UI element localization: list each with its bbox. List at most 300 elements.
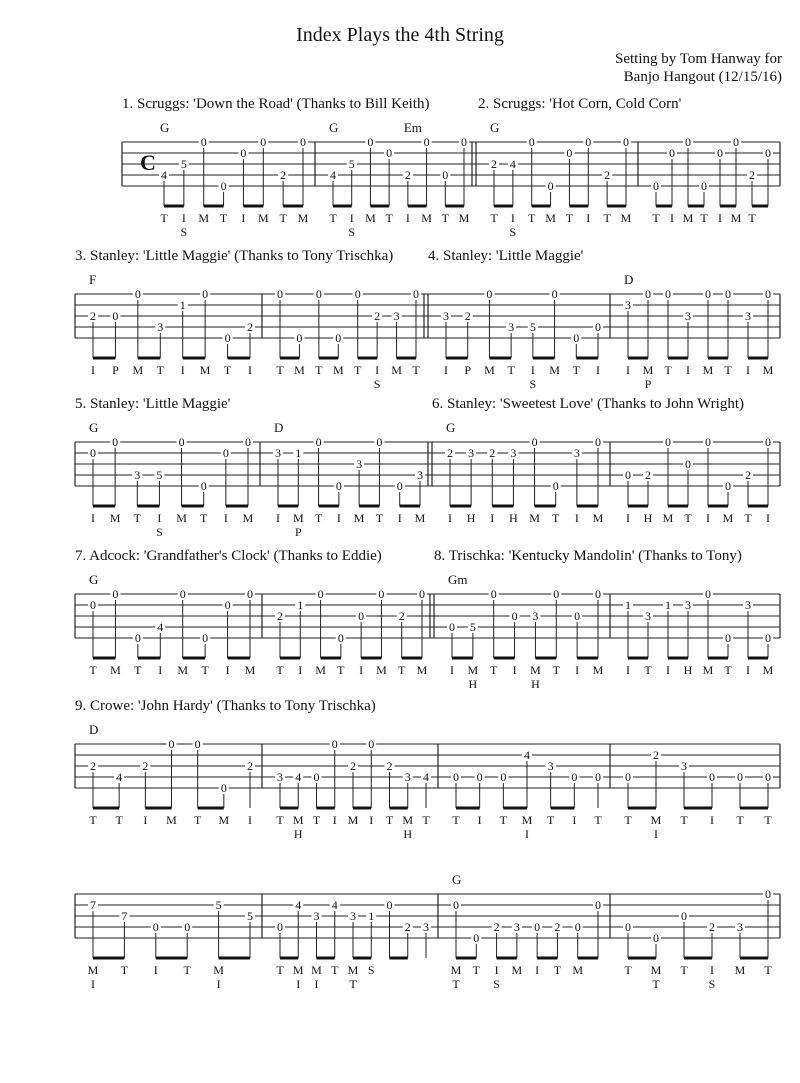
fret-number: 3: [508, 320, 515, 334]
fret-number: 3: [350, 909, 356, 923]
fret-number: 0: [528, 135, 535, 149]
right-hand-finger: I: [710, 963, 714, 977]
fret-number: 0: [168, 737, 175, 751]
fret-number: 7: [90, 898, 96, 912]
right-hand-finger: T: [452, 813, 460, 827]
fret-number: 0: [595, 898, 601, 912]
fret-number: 4: [509, 157, 516, 171]
right-hand-finger: T: [552, 511, 560, 525]
right-hand-finger: T: [329, 211, 337, 225]
right-hand-finger: H: [466, 511, 476, 525]
right-hand-finger: M: [166, 813, 177, 827]
right-hand-finger: I: [225, 663, 230, 677]
right-hand-finger: T: [200, 511, 208, 525]
right-hand-finger: T: [724, 663, 732, 677]
right-hand-finger: M: [365, 211, 376, 225]
chord-symbol: D: [624, 272, 634, 287]
right-hand-finger: T: [680, 963, 688, 977]
fret-number: 2: [280, 168, 287, 182]
fret-number: 0: [705, 587, 711, 601]
fret-number: 0: [765, 887, 771, 901]
fret-number: 2: [489, 446, 496, 460]
right-hand-finger: I: [276, 511, 280, 525]
right-hand-finger: I: [158, 663, 163, 677]
fret-number: 0: [553, 587, 560, 601]
fret-number: 0: [386, 146, 393, 160]
right-hand-finger: I: [494, 963, 499, 977]
fret-number: 2: [447, 446, 453, 460]
right-hand-finger: T: [337, 663, 345, 677]
right-hand-finger: I: [596, 363, 600, 377]
fret-number: 2: [491, 157, 497, 171]
piece-label: 9. Crowe: 'John Hardy' (Thanks to Tony Trischka): [75, 698, 376, 714]
time-signature: C: [140, 150, 156, 175]
right-hand-finger: I: [143, 813, 148, 827]
fret-number: 0: [665, 435, 671, 449]
right-hand-finger: I: [766, 511, 770, 525]
credit-line-1: Setting by Tom Hanway for: [615, 51, 782, 67]
right-hand-finger: M: [402, 813, 414, 827]
right-hand-finger: M: [572, 963, 584, 977]
fret-number: 0: [313, 770, 320, 784]
right-hand-finger: T: [499, 813, 508, 827]
right-hand-finger: I: [153, 963, 158, 977]
fret-number: 0: [623, 135, 629, 149]
right-hand-finger: T: [603, 211, 611, 225]
fret-number: 0: [112, 309, 119, 323]
fret-number: 4: [161, 168, 167, 182]
right-hand-finger: T: [724, 363, 732, 377]
fret-number: 2: [645, 468, 651, 482]
fret-number: 5: [215, 898, 222, 912]
fret-number: 2: [350, 759, 356, 773]
fret-number: 0: [260, 135, 267, 149]
fret-number: 2: [142, 759, 149, 773]
right-hand-finger-alt: H: [403, 827, 413, 841]
fret-number: 1: [665, 598, 671, 612]
fret-number: 2: [464, 309, 471, 323]
right-hand-finger: T: [315, 363, 323, 377]
fret-number: 0: [358, 609, 365, 623]
right-hand-finger: T: [680, 813, 688, 827]
fret-number: 0: [461, 135, 467, 149]
piece-label: 4. Stanley: 'Little Maggie': [428, 248, 584, 264]
right-hand-finger-alt: H: [293, 827, 303, 841]
right-hand-finger: T: [528, 211, 536, 225]
fret-number: 0: [473, 931, 480, 945]
right-hand-finger: T: [624, 813, 632, 827]
piece-label: 8. Trischka: 'Kentucky Mandolin' (Thanks to Tony): [434, 548, 742, 564]
right-hand-finger: I: [332, 813, 337, 827]
fret-number: 0: [547, 179, 554, 193]
right-hand-finger: T: [115, 813, 123, 827]
fret-number: 0: [222, 446, 229, 460]
right-hand-finger: T: [331, 963, 339, 977]
fret-number: 7: [121, 909, 128, 923]
fret-number: 0: [765, 770, 771, 784]
right-hand-finger: I: [349, 211, 354, 225]
right-hand-finger: I: [448, 511, 452, 525]
right-hand-finger: M: [132, 363, 144, 377]
right-hand-finger: I: [248, 813, 252, 827]
right-hand-finger: M: [110, 663, 121, 677]
fret-number: 0: [453, 770, 459, 784]
fret-number: 0: [368, 737, 375, 751]
fret-number: 0: [645, 287, 651, 301]
right-hand-finger: T: [120, 963, 129, 977]
right-hand-finger: I: [575, 663, 580, 677]
right-hand-finger-alt: T: [452, 977, 460, 991]
fret-number: 0: [571, 770, 578, 784]
fret-number: 0: [178, 435, 185, 449]
right-hand-finger-alt: I: [91, 977, 95, 991]
fret-number: 0: [317, 587, 324, 601]
fret-number: 4: [116, 770, 123, 784]
right-hand-finger: T: [398, 663, 406, 677]
right-hand-finger: M: [199, 363, 211, 377]
fret-number: 0: [765, 631, 771, 645]
fret-number: 0: [90, 598, 96, 612]
right-hand-finger: M: [416, 663, 428, 677]
fret-number: 0: [423, 135, 430, 149]
fret-number: 0: [337, 631, 344, 645]
right-hand-finger: M: [414, 511, 426, 525]
right-hand-finger: I: [405, 211, 410, 225]
fret-number: 3: [645, 609, 651, 623]
chord-symbol: G: [160, 120, 170, 135]
fret-number: 0: [112, 587, 119, 601]
right-hand-finger-alt: H: [531, 677, 540, 691]
right-hand-finger: M: [391, 363, 402, 377]
fret-number: 0: [396, 479, 403, 493]
fret-number: 3: [277, 770, 283, 784]
fret-number: 0: [315, 287, 322, 301]
fret-number: 3: [532, 609, 539, 623]
fret-number: 0: [681, 909, 687, 923]
right-hand-finger: I: [512, 663, 517, 677]
right-hand-finger: S: [367, 963, 375, 977]
fret-number: 0: [376, 435, 383, 449]
fret-number: 0: [585, 135, 592, 149]
fret-number: 3: [745, 598, 751, 612]
fret-number: 0: [595, 320, 601, 334]
right-hand-finger: I: [710, 813, 714, 827]
fret-number: 5: [247, 909, 253, 923]
right-hand-finger: I: [248, 363, 252, 377]
right-hand-finger: T: [89, 813, 97, 827]
right-hand-finger: T: [507, 363, 515, 377]
right-hand-finger: M: [734, 963, 746, 977]
right-hand-finger: T: [375, 511, 384, 525]
right-hand-finger: T: [412, 363, 420, 377]
right-hand-finger: T: [422, 813, 430, 827]
fret-number: 0: [725, 479, 731, 493]
right-hand-finger: M: [353, 511, 365, 525]
fret-number: 0: [551, 287, 558, 301]
right-hand-finger: T: [644, 663, 652, 677]
fret-number: 0: [765, 287, 771, 301]
right-hand-finger: M: [592, 663, 604, 677]
fret-number: 0: [705, 287, 711, 301]
fret-number: 0: [709, 770, 715, 784]
right-hand-finger: M: [347, 813, 359, 827]
fret-number: 3: [745, 309, 751, 323]
right-hand-finger-alt: S: [509, 225, 517, 239]
chord-symbol: F: [89, 272, 97, 287]
right-hand-finger: M: [650, 813, 662, 827]
right-hand-finger: I: [626, 663, 630, 677]
right-hand-finger: I: [223, 511, 228, 525]
right-hand-finger: I: [91, 363, 95, 377]
right-hand-finger-alt: P: [294, 525, 302, 539]
right-hand-finger: T: [736, 813, 744, 827]
fret-number: 0: [653, 179, 659, 193]
right-hand-finger: I: [157, 511, 162, 525]
fret-number: 0: [476, 770, 483, 784]
fret-number: 0: [625, 920, 631, 934]
fret-number: 1: [179, 298, 186, 312]
right-hand-finger: M: [292, 511, 304, 525]
fret-number: 0: [184, 920, 191, 934]
right-hand-finger: M: [198, 211, 210, 225]
chord-symbol: D: [89, 722, 99, 737]
right-hand-finger: T: [156, 363, 164, 377]
right-hand-finger: M: [450, 963, 462, 977]
fret-number: 4: [295, 898, 302, 912]
fret-number: 2: [404, 168, 411, 182]
fret-number: 2: [247, 759, 253, 773]
fret-number: 3: [417, 468, 423, 482]
chord-symbol: G: [490, 120, 500, 135]
fret-number: 0: [653, 931, 659, 945]
right-hand-finger: T: [472, 963, 480, 977]
right-hand-finger: M: [549, 363, 560, 377]
right-hand-finger: I: [369, 813, 374, 827]
fret-number: 1: [368, 909, 375, 923]
fret-number: 0: [179, 587, 186, 601]
fret-number: 2: [604, 168, 611, 182]
fret-number: 0: [413, 287, 419, 301]
fret-number: 0: [224, 598, 231, 612]
fret-number: 3: [393, 309, 400, 323]
fret-number: 0: [200, 135, 207, 149]
right-hand-finger: T: [624, 963, 632, 977]
right-hand-finger-alt: I: [654, 827, 658, 841]
right-hand-finger-alt: S: [348, 225, 356, 239]
right-hand-finger: M: [530, 663, 541, 677]
fret-number: 3: [356, 457, 363, 471]
chord-symbol: G: [89, 420, 99, 435]
fret-number: 0: [449, 620, 455, 634]
fret-number: 0: [733, 135, 739, 149]
right-hand-finger: T: [193, 813, 202, 827]
right-hand-finger-alt: I: [296, 977, 301, 991]
right-hand-finger: I: [626, 511, 630, 525]
fret-number: 0: [245, 435, 251, 449]
fret-number: 3: [404, 770, 411, 784]
right-hand-finger: M: [347, 963, 359, 977]
right-hand-finger: I: [626, 363, 630, 377]
right-hand-finger: M: [292, 963, 304, 977]
right-hand-finger: P: [112, 363, 119, 377]
right-hand-finger: M: [467, 663, 479, 677]
fret-number: 5: [469, 620, 476, 634]
fret-number: 1: [297, 598, 304, 612]
right-hand-finger-alt: I: [314, 977, 319, 991]
right-hand-finger: M: [545, 211, 556, 225]
fret-number: 3: [134, 468, 141, 482]
right-hand-finger: M: [521, 813, 533, 827]
chord-symbol: G: [452, 872, 462, 887]
piece-label: 1. Scruggs: 'Down the Road' (Thanks to Bill Keith): [122, 96, 430, 112]
right-hand-finger: M: [529, 511, 540, 525]
fret-number: 0: [705, 435, 711, 449]
right-hand-finger: T: [572, 363, 580, 377]
fret-number: 0: [765, 435, 771, 449]
fret-number: 0: [194, 737, 201, 751]
right-hand-finger: I: [359, 663, 364, 677]
right-hand-finger: I: [444, 363, 448, 377]
fret-number: 0: [220, 781, 227, 795]
fret-number: 0: [685, 135, 691, 149]
page-title: Index Plays the 4th String: [296, 24, 504, 46]
fret-number: 3: [685, 309, 691, 323]
right-hand-finger: T: [354, 363, 362, 377]
fret-number: 0: [566, 146, 573, 160]
right-hand-finger: T: [546, 813, 555, 827]
fret-number: 5: [348, 157, 355, 171]
right-hand-finger-alt: S: [180, 225, 188, 239]
right-hand-finger: M: [642, 363, 654, 377]
right-hand-finger: M: [176, 511, 187, 525]
fret-number: 0: [765, 146, 771, 160]
right-hand-finger: I: [686, 363, 690, 377]
right-hand-finger: T: [764, 963, 772, 977]
fret-number: 2: [277, 609, 283, 623]
fret-number: 2: [398, 609, 405, 623]
fret-number: 0: [625, 468, 631, 482]
fret-number: 0: [490, 587, 497, 601]
right-hand-finger-alt: H: [468, 677, 478, 691]
right-hand-finger: T: [279, 211, 287, 225]
fret-number: 0: [574, 609, 581, 623]
right-hand-finger: I: [298, 663, 303, 677]
right-hand-finger: T: [490, 211, 498, 225]
chord-symbol: D: [274, 420, 284, 435]
right-hand-finger-alt: T: [652, 977, 660, 991]
fret-number: 0: [595, 435, 601, 449]
right-hand-finger: T: [594, 813, 602, 827]
right-hand-finger: T: [700, 211, 708, 225]
right-hand-finger: T: [552, 663, 560, 677]
right-hand-finger: I: [490, 511, 495, 525]
right-hand-finger: T: [441, 211, 449, 225]
fret-number: 1: [625, 598, 631, 612]
right-hand-finger: I: [477, 813, 482, 827]
right-hand-finger: H: [643, 511, 653, 525]
right-hand-finger: T: [314, 511, 323, 525]
chord-symbol: Em: [403, 120, 422, 135]
fret-number: 0: [202, 631, 209, 645]
right-hand-finger: M: [702, 663, 714, 677]
fret-number: 0: [419, 587, 425, 601]
fret-number: 3: [681, 759, 687, 773]
fret-number: 0: [595, 587, 601, 601]
right-hand-finger: M: [87, 963, 99, 977]
right-hand-finger: H: [683, 663, 693, 677]
fret-number: 0: [573, 331, 580, 345]
right-hand-finger: M: [722, 511, 734, 525]
right-hand-finger: H: [509, 511, 518, 525]
fret-number: 0: [247, 587, 253, 601]
right-hand-finger: M: [592, 511, 604, 525]
fret-number: 0: [500, 770, 507, 784]
right-hand-finger: I: [530, 363, 535, 377]
right-hand-finger-alt: S: [373, 377, 381, 391]
fret-number: 0: [717, 146, 723, 160]
right-hand-finger: M: [620, 211, 632, 225]
fret-number: 0: [378, 587, 385, 601]
right-hand-finger: P: [464, 363, 472, 377]
right-hand-finger-alt: P: [644, 377, 652, 391]
fret-number: 3: [510, 446, 517, 460]
fret-number: 4: [331, 898, 338, 912]
fret-number: 2: [90, 759, 96, 773]
piece-label: 6. Stanley: 'Sweetest Love' (Thanks to John Wright): [432, 396, 744, 412]
right-hand-finger: I: [666, 663, 670, 677]
fret-number: 0: [300, 135, 306, 149]
right-hand-finger: T: [223, 363, 232, 377]
right-hand-finger: T: [764, 813, 772, 827]
fret-number: 0: [511, 609, 518, 623]
right-hand-finger: M: [332, 363, 344, 377]
fret-number: 0: [367, 135, 374, 149]
fret-number: 0: [534, 920, 541, 934]
right-hand-finger: T: [664, 363, 672, 377]
fret-number: 0: [442, 168, 449, 182]
right-hand-finger: T: [160, 211, 168, 225]
fret-number: 3: [737, 920, 743, 934]
right-hand-finger: T: [652, 211, 660, 225]
right-hand-finger: I: [574, 511, 579, 525]
fret-number: 0: [224, 331, 231, 345]
right-hand-finger: I: [572, 813, 577, 827]
right-hand-finger: T: [385, 211, 393, 225]
fret-number: 2: [386, 759, 393, 773]
fret-number: 0: [90, 446, 96, 460]
right-hand-finger-alt: I: [525, 827, 529, 841]
fret-number: 4: [330, 168, 336, 182]
right-hand-finger: M: [257, 211, 269, 225]
right-hand-finger: M: [218, 813, 230, 827]
right-hand-finger: M: [484, 363, 495, 377]
fret-number: 0: [531, 435, 538, 449]
right-hand-finger-alt: I: [216, 977, 221, 991]
right-hand-finger: T: [490, 663, 498, 677]
fret-number: 3: [513, 920, 520, 934]
fret-number: 3: [423, 920, 429, 934]
piece-label: 7. Adcock: 'Grandfather's Clock' (Thanks to Eddie): [75, 548, 382, 564]
fret-number: 3: [157, 320, 164, 334]
fret-number: 1: [295, 446, 302, 460]
fret-number: 3: [275, 446, 281, 460]
right-hand-finger-alt: S: [529, 377, 537, 391]
fret-number: 2: [374, 309, 381, 323]
fret-number: 2: [247, 320, 253, 334]
right-hand-finger: M: [376, 663, 387, 677]
right-hand-finger: I: [450, 663, 454, 677]
fret-number: 0: [725, 287, 731, 301]
